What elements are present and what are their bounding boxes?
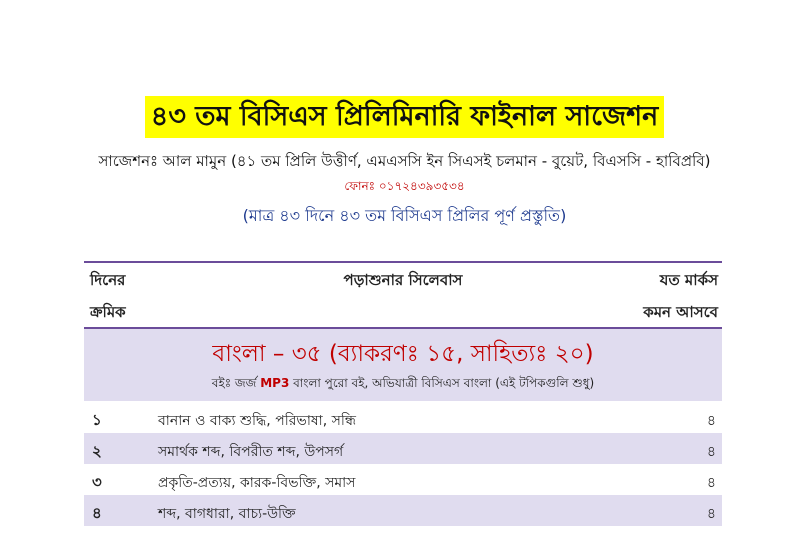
book-highlight: MP3 (260, 376, 290, 390)
row-topic: সমার্থক শব্দ, বিপরীত শব্দ, উপসর্গ (158, 444, 344, 460)
row-topic: প্রকৃতি-প্রত্যয়, কারক-বিভক্তি, সমাস (158, 475, 356, 491)
row-marks: ৪ (706, 444, 716, 460)
page-title: ৪৩ তম বিসিএস প্রিলিমিনারি ফাইনাল সাজেশন (145, 96, 664, 138)
table-header (84, 261, 722, 329)
book-prefix: বইঃ জর্জ (211, 376, 261, 390)
table-row (84, 402, 722, 433)
col-day-label-1: দিনের (90, 271, 126, 289)
row-marks: ৪ (706, 413, 716, 429)
syllabus-table (84, 261, 722, 536)
col-day-label-2: ক্রমিক (90, 303, 126, 321)
row-marks: ৪ (706, 506, 716, 522)
subtitle-line: (মাত্র ৪৩ দিনে ৪৩ তম বিসিএস প্রিলির পূর্ণ প্রস্তুতি) (242, 206, 567, 225)
table-row (84, 464, 722, 495)
author-line: সাজেশনঃ আল মামুন (৪১ তম প্রিলি উত্তীর্ণ, এমএসসি ইন সিএসই চলমান - বুয়েট, বিএসসি - হাবিপ্রবি) (98, 152, 711, 170)
col-marks-label-2: কমন আসবে (643, 303, 718, 321)
title-container (0, 96, 809, 138)
section-title: বাংলা – ৩৫ (ব্যাকরণঃ ১৫, সাহিত্যঃ ২০) (212, 341, 594, 367)
table-row (84, 495, 722, 526)
row-number: ১ (92, 411, 102, 429)
row-number: ৩ (92, 473, 102, 491)
table-row (84, 433, 722, 464)
section-bangla (84, 329, 722, 402)
row-topic: শব্দ, বাগধারা, বাচ্য-উক্তি (158, 506, 296, 522)
col-marks-label-1: যত মার্কস (659, 271, 718, 289)
row-number: ৪ (92, 504, 102, 522)
row-number: ২ (92, 442, 102, 460)
table-row-cutoff (84, 526, 722, 536)
phone-line: ফোনঃ ০১৭২৪৩৯৩৫৩৪ (344, 179, 465, 193)
book-suffix: বাংলা পুরো বই, অভিযাত্রী বিসিএস বাংলা (এই টপিকগুলি শুধু) (289, 376, 595, 390)
row-marks: ৪ (706, 475, 716, 491)
col-syllabus-label: পড়াশুনার সিলেবাস (343, 271, 463, 289)
section-book-line (84, 375, 722, 395)
row-topic: বানান ও বাক্য শুদ্ধি, পরিভাষা, সন্ধি (158, 413, 356, 429)
